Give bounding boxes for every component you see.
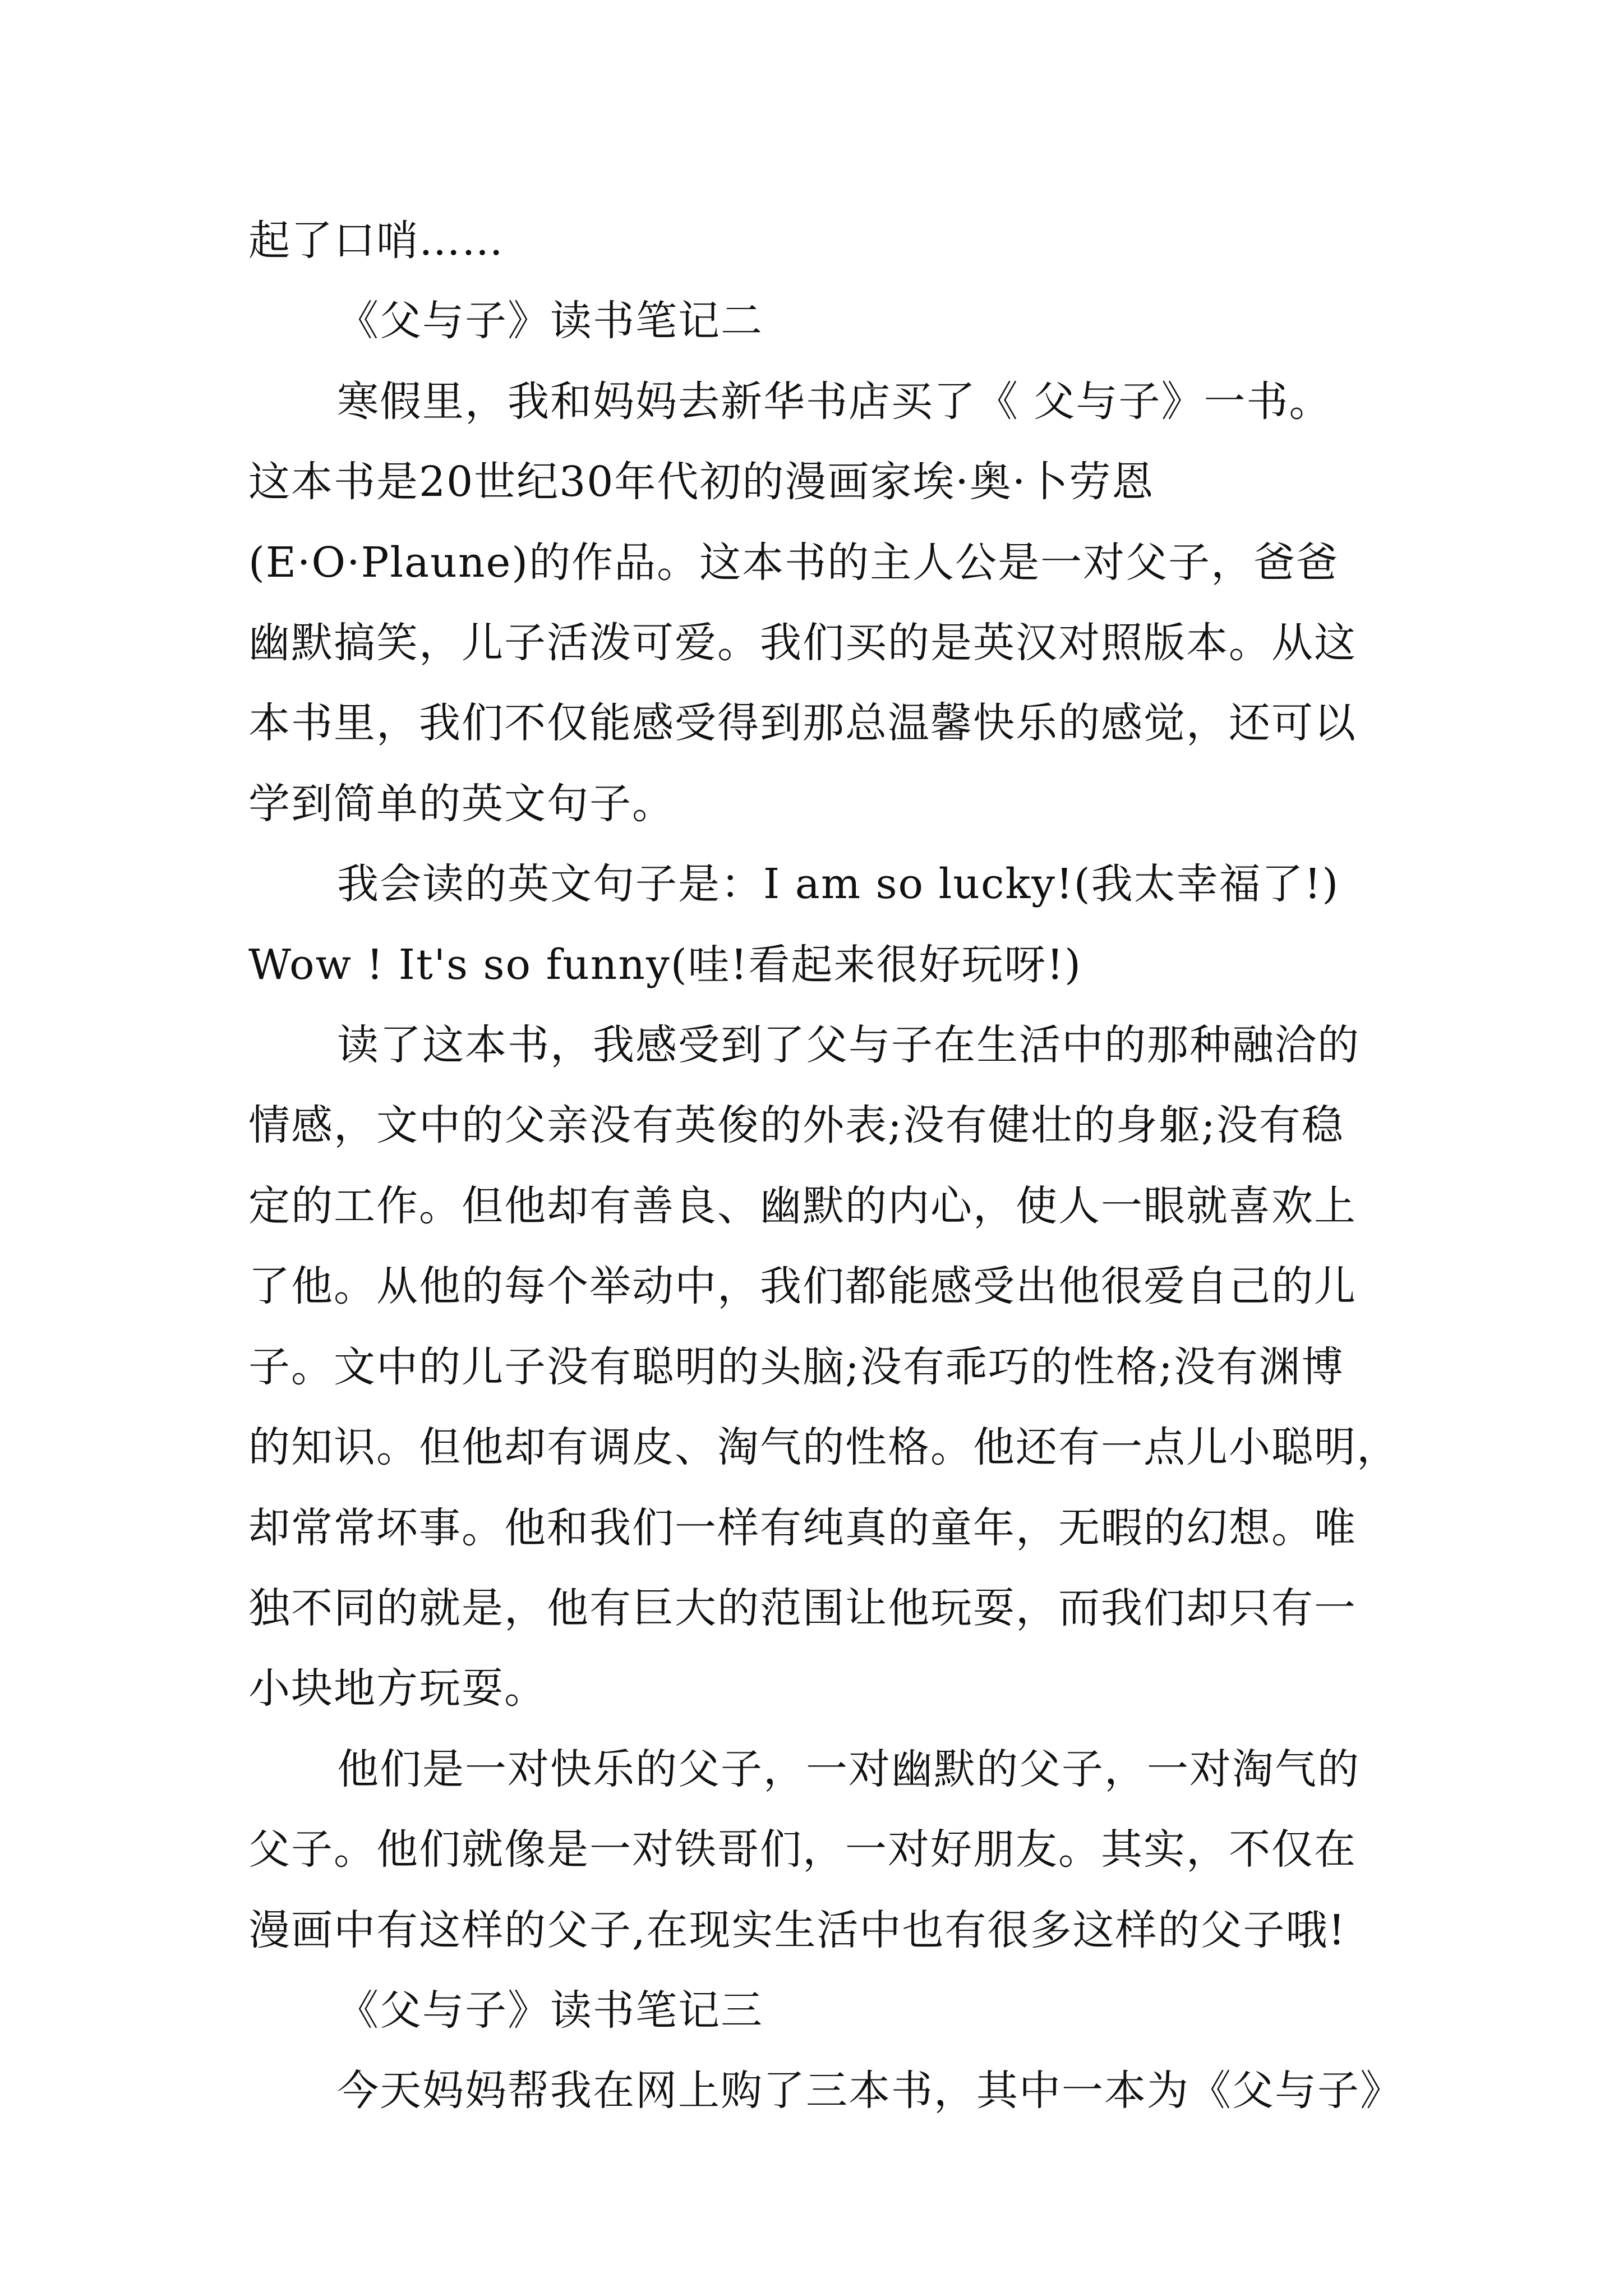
text-line: 定的工作。但他却有善良、幽默的内心，使人一眼就喜欢上 [248,1181,1357,1230]
body-paragraph [248,1729,1387,1971]
text-line: 却常常坏事。他和我们一样有纯真的童年，无暇的幻想。唯 [248,1503,1357,1552]
body-paragraph [248,1005,1399,1729]
text-line: 幽默搞笑，儿子活泼可爱。我们买的是英汉对照版本。从这 [248,619,1357,668]
heading-text: 《父与子》读书笔记三 [337,1986,763,2035]
text-line: 本书里，我们不仅能感受得到那总温馨快乐的感觉，还可以 [248,699,1357,748]
text-line: Wow ! It's so funny(哇!看起来很好玩呀!) [248,940,1082,989]
text-line: 今天妈妈帮我在网上购了三本书，其中一本为《父与子》 [337,2067,1403,2115]
text-line: 学到简单的英文句子。 [248,779,675,828]
text-line: 这本书是20世纪30年代初的漫画家埃·奥·卜劳恩 [248,458,1155,507]
text-line: 了他。从他的每个举动中，我们都能感受出他很爱自己的儿 [248,1262,1357,1311]
text-line: 读了这本书，我感受到了父与子在生活中的那种融洽的 [337,1021,1360,1070]
text-line: 寒假里，我和妈妈去新华书店买了《 父与子》一书。 [337,377,1332,426]
text-line: (E·O·Plaune)的作品。这本书的主人公是一对父子，爸爸 [248,538,1339,587]
text-line: 起了口哨…… [248,217,504,265]
text-line: 独不同的就是，他有巨大的范围让他玩耍，而我们却只有一 [248,1584,1357,1632]
text-line: 的知识。但他却有调皮、淘气的性格。他还有一点儿小聪明， [248,1423,1399,1472]
text-line: 漫画中有这样的父子,在现实生活中也有很多这样的父子哦! [248,1906,1347,1954]
section-heading [248,1971,1387,2051]
text-line: 我会读的英文句子是：I am so lucky!(我太幸福了!) [337,860,1340,909]
body-paragraph [248,2051,1403,2131]
text-line: 情感，文中的父亲没有英俊的外表;没有健壮的身躯;没有稳 [248,1101,1344,1150]
heading-text: 《父与子》读书笔记二 [337,297,763,346]
document-body [248,201,1403,2132]
body-paragraph [248,362,1387,844]
continuation-paragraph [248,201,1387,281]
text-line: 子。文中的儿子没有聪明的头脑;没有乖巧的性格;没有渊博 [248,1342,1344,1391]
text-line: 小块地方玩耍。 [248,1664,547,1713]
text-line: 父子。他们就像是一对铁哥们，一对好朋友。其实，不仅在 [248,1825,1357,1874]
body-paragraph [248,844,1387,1005]
text-line: 他们是一对快乐的父子，一对幽默的父子，一对淘气的 [337,1745,1360,1793]
section-heading [248,281,1387,361]
